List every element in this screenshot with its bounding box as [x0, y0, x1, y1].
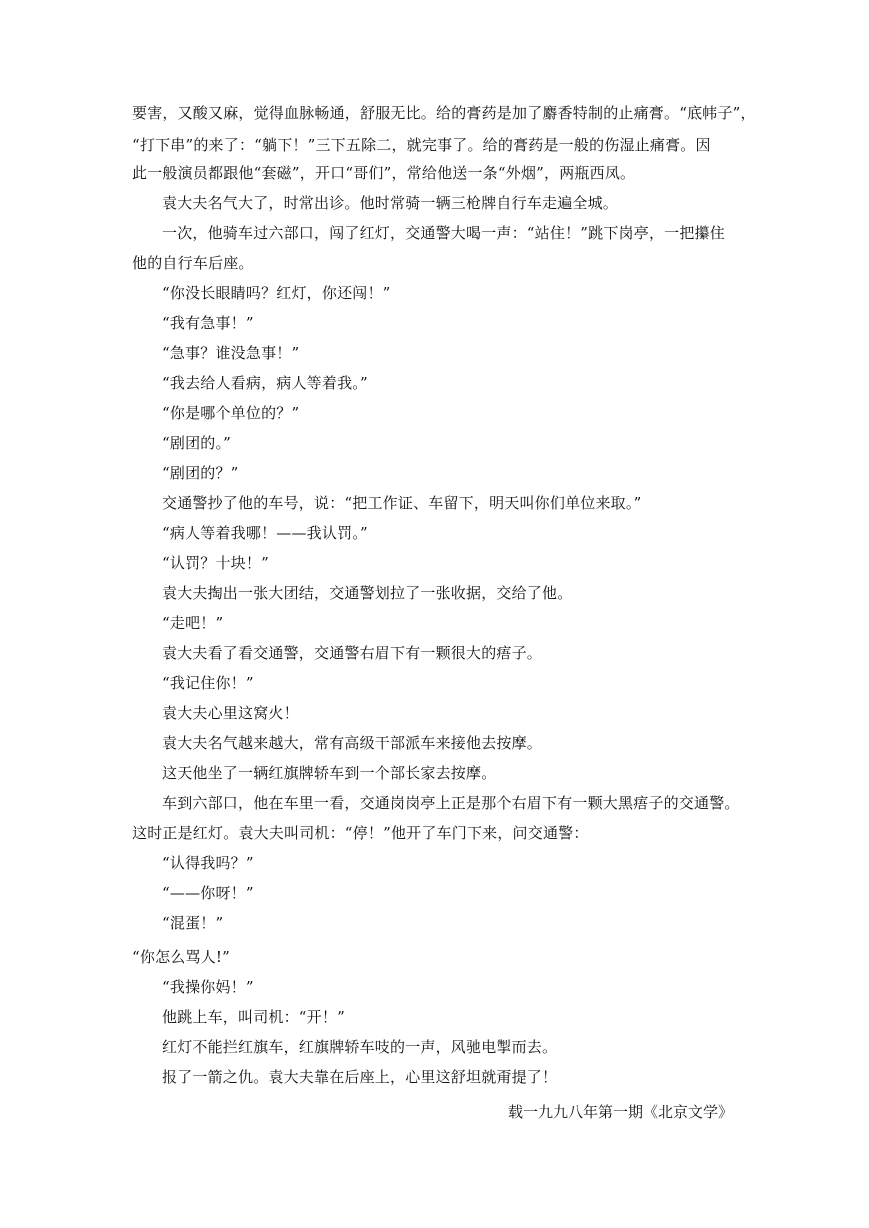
text-line: 这天他坐了一辆红旗牌轿车到一个部长家去按摩。: [162, 764, 497, 782]
text-line: 要害，又酸又麻，觉得血脉畅通，舒服无比。给的膏药是加了麝香特制的止痛膏。“底帏子”，: [132, 104, 756, 122]
text-line: “走吧！”: [162, 614, 224, 632]
text-line: 红灯不能拦红旗车，红旗牌轿车吱的一声，风驰电掣而去。: [162, 1038, 558, 1056]
text-line: 他的自行车后座。: [132, 254, 254, 272]
text-line: “病人等着我哪！——我认罚。”: [162, 524, 368, 542]
text-line: “剧团的？”: [162, 464, 239, 482]
text-line: 袁大夫名气越来越大，常有高级干部派车来接他去按摩。: [162, 734, 543, 752]
text-line: “你没长眼睛吗？红灯，你还闯！”: [162, 284, 391, 302]
text-line: “急事？谁没急事！”: [162, 344, 300, 362]
text-line: “我操你妈！”: [162, 978, 254, 996]
text-line: “我记住你！”: [162, 674, 254, 692]
text-line: “打下串”的来了：“躺下！”三下五除二，就完事了。给的膏药是一般的伤湿止痛膏。因: [132, 136, 711, 154]
text-line: “——你呀！”: [162, 884, 254, 902]
text-line: “认得我吗？”: [162, 854, 254, 872]
text-line: 袁大夫看了看交通警，交通警右眉下有一颗很大的痦子。: [162, 644, 543, 662]
text-line: 这时正是红灯。袁大夫叫司机：“停！”他开了车门下来，问交通警：: [132, 824, 589, 842]
text-line: 袁大夫名气大了，时常出诊。他时常骑一辆三枪牌自行车走遍全城。: [162, 194, 619, 212]
text-line: “剧团的。”: [162, 434, 232, 452]
text-line: “你怎么骂人!”: [132, 948, 230, 966]
text-line: 车到六部口，他在车里一看，交通岗岗亭上正是那个右眉下有一颗大黑痦子的交通警。: [162, 794, 740, 812]
text-line: 袁大夫心里这窝火！: [162, 704, 299, 722]
source-citation: 载一九九八年第一期《北京文学》: [507, 1103, 733, 1121]
text-line: 报了一箭之仇。袁大夫靠在后座上，心里这舒坦就甭提了！: [162, 1068, 558, 1086]
text-line: “你是哪个单位的？”: [162, 404, 300, 422]
text-line: “认罚？十块！”: [162, 554, 269, 572]
text-line: “我去给人看病，病人等着我。”: [162, 374, 368, 392]
text-line: 此一般演员都跟他“套磁”，开口“哥们”，常给他送一条“外烟”，两瓶西凤。: [132, 164, 636, 182]
text-line: 交通警抄了他的车号，说：“把工作证、车留下，明天叫你们单位来取。”: [162, 494, 642, 512]
text-line: “我有急事！”: [162, 314, 254, 332]
text-line: 他跳上车，叫司机：“开！”: [162, 1008, 345, 1026]
text-line: 袁大夫掏出一张大团结，交通警划拉了一张收据，交给了他。: [162, 584, 573, 602]
text-line: 一次，他骑车过六部口，闯了红灯，交通警大喝一声：“站住！”跳下岗亭，一把攥住: [162, 224, 725, 242]
text-line: “混蛋！”: [162, 914, 224, 932]
